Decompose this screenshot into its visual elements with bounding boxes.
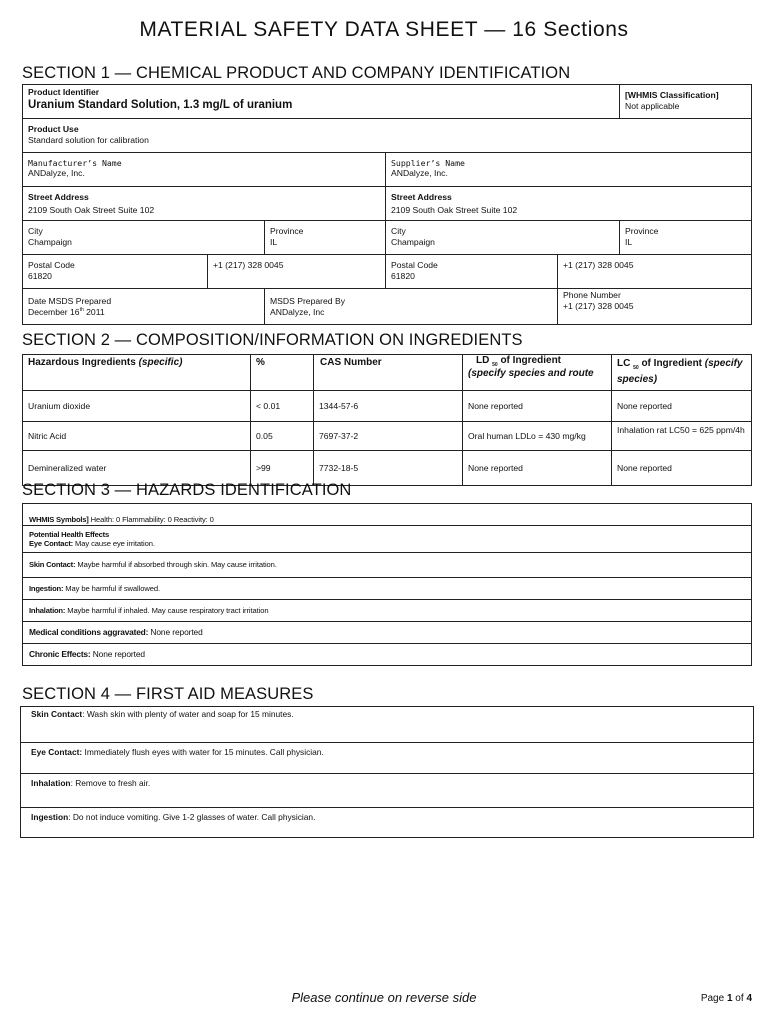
manufacturer-cell xyxy=(23,153,386,187)
ingredients-header-row xyxy=(23,355,752,391)
first-aid-table xyxy=(20,706,754,838)
ingredient-cas: 7732-18-5 xyxy=(314,451,463,486)
ingredient-ld50: Oral human LDLo = 430 mg/kg xyxy=(463,422,612,451)
city-label: City xyxy=(391,226,406,236)
ingredient-lc50: None reported xyxy=(612,391,752,422)
header-cas: CAS Number xyxy=(314,355,463,391)
section-2-title: SECTION 2 — COMPOSITION/INFORMATION ON INGREDIENTS xyxy=(22,331,523,349)
section-4-title: SECTION 4 — FIRST AID MEASURES xyxy=(22,685,314,703)
header-ld50: LD $_{50}$ of Ingredient (specify species and route xyxy=(463,355,612,391)
ingredient-cas: 1344-57-6 xyxy=(314,391,463,422)
supplier-street-cell xyxy=(386,187,752,221)
supplier-province-value: IL xyxy=(625,236,633,247)
supplier-label: Supplier’s Name xyxy=(391,158,465,168)
ingredient-percent: < 0.01 xyxy=(251,391,314,422)
section-1-title: SECTION 1 — CHEMICAL PRODUCT AND COMPANY IDENTIFICATION xyxy=(22,64,571,82)
prepared-by-cell xyxy=(265,289,558,325)
prepared-by-label: MSDS Prepared By xyxy=(270,295,345,306)
supplier-phone-cell xyxy=(558,255,752,289)
province-label: Province xyxy=(270,226,304,236)
date-prepared-value: December 16th 2011 xyxy=(28,306,105,317)
ingredient-name: Nitric Acid xyxy=(23,422,251,451)
ingredient-ld50: None reported xyxy=(463,391,612,422)
ingredient-name: Uranium dioxide xyxy=(23,391,251,422)
table-row xyxy=(23,391,752,422)
manufacturer-province-cell xyxy=(265,221,386,255)
supplier-city-cell xyxy=(386,221,620,255)
product-use-label: Product Use xyxy=(28,124,79,134)
manufacturer-city-cell xyxy=(23,221,265,255)
header-percent: % xyxy=(251,355,314,391)
ingestion-first-aid-row: Ingestion: Do not induce vomiting. Give 1-2 glasses of water. Call physician. xyxy=(21,808,754,838)
manufacturer-province-value: IL xyxy=(270,236,278,247)
manufacturer-street-cell xyxy=(23,187,386,221)
product-use-cell xyxy=(23,119,752,153)
manufacturer-postal-value: 61820 xyxy=(28,270,52,281)
ingredients-table xyxy=(22,354,752,486)
street-label: Street Address xyxy=(28,192,89,202)
section-1-table xyxy=(22,84,752,325)
phone-number-label: Phone Number xyxy=(563,290,621,300)
chronic-effects-row: Chronic Effects: None reported xyxy=(23,644,752,666)
eye-contact-first-aid-row: Eye Contact: Immediately flush eyes with water for 15 minutes. Call physician. xyxy=(21,743,754,774)
ingredient-percent: >99 xyxy=(251,451,314,486)
skin-contact-hazard-row: Skin Contact: Maybe harmful if absorbed through skin. May cause irritation. xyxy=(23,553,752,578)
whmis-symbols-row: WHMIS Symbols] Health: 0 Flammability: 0 Reactivity: 0 xyxy=(23,504,752,526)
continue-note: Please continue on reverse side xyxy=(291,990,477,1005)
phone-number-value: +1 (217) 328 0045 xyxy=(563,300,634,311)
ingredient-cas: 7697-37-2 xyxy=(314,422,463,451)
whmis-classification-label: [WHMIS Classification] xyxy=(625,90,719,100)
inhalation-hazard-row: Inhalation: Maybe harmful if inhaled. May cause respiratory tract irritation xyxy=(23,600,752,622)
inhalation-first-aid-row: Inhalation: Remove to fresh air. xyxy=(21,774,754,808)
section-3-title: SECTION 3 — HAZARDS IDENTIFICATION xyxy=(22,481,352,499)
supplier-street-value: 2109 South Oak Street Suite 102 xyxy=(391,204,518,215)
product-identifier-cell xyxy=(23,85,620,119)
supplier-province-cell xyxy=(620,221,752,255)
supplier-postal-cell xyxy=(386,255,558,289)
header-ingredients: Hazardous Ingredients (specific) xyxy=(23,355,251,391)
header-lc50: LC $_{50}$ of Ingredient (specify species) xyxy=(612,355,752,391)
page-number: Page 1 of 4 xyxy=(700,993,752,1004)
province-label: Province xyxy=(625,226,659,236)
city-label: City xyxy=(28,226,43,236)
supplier-value: ANDalyze, Inc. xyxy=(391,168,448,179)
table-row xyxy=(23,422,752,451)
hazards-table xyxy=(22,503,752,666)
manufacturer-city-value: Champaign xyxy=(28,236,72,247)
manufacturer-value: ANDalyze, Inc. xyxy=(28,168,85,179)
ingredient-lc50: Inhalation rat LC50 = 625 ppm/4h xyxy=(612,422,752,451)
product-use-value: Standard solution for calibration xyxy=(28,134,149,145)
supplier-cell xyxy=(386,153,752,187)
ingredient-name: Demineralized water xyxy=(23,451,251,486)
supplier-postal-value: 61820 xyxy=(391,270,415,281)
manufacturer-phone-value: +1 (217) 328 0045 xyxy=(213,260,284,270)
manufacturer-phone-cell xyxy=(208,255,386,289)
supplier-city-value: Champaign xyxy=(391,236,435,247)
date-prepared-label: Date MSDS Prepared xyxy=(28,295,112,306)
date-prepared-cell xyxy=(23,289,265,325)
eye-contact-hazard-row: Potential Health Effects Eye Contact: May cause eye irritation. xyxy=(23,526,752,553)
ingestion-hazard-row: Ingestion: May be harmful if swallowed. xyxy=(23,578,752,600)
manufacturer-street-value: 2109 South Oak Street Suite 102 xyxy=(28,204,155,215)
document-title: MATERIAL SAFETY DATA SHEET — 16 Sections xyxy=(139,18,629,41)
manufacturer-postal-cell xyxy=(23,255,208,289)
product-identifier-label: Product Identifier xyxy=(28,87,100,97)
medical-conditions-row: Medical conditions aggravated: None reported xyxy=(23,622,752,644)
manufacturer-label: Manufacturer’s Name xyxy=(28,158,122,168)
ingredient-ld50: None reported xyxy=(463,451,612,486)
whmis-classification-value: Not applicable xyxy=(625,100,680,111)
street-label: Street Address xyxy=(391,192,452,202)
product-identifier-value: Uranium Standard Solution, 1.3 mg/L of uranium xyxy=(28,98,293,111)
prepared-by-value: ANDalyze, Inc xyxy=(270,306,325,317)
phone-number-cell xyxy=(558,289,752,325)
supplier-phone-value: +1 (217) 328 0045 xyxy=(563,260,634,270)
postal-label: Postal Code xyxy=(28,260,75,270)
skin-contact-first-aid-row: Skin Contact: Wash skin with plenty of water and soap for 15 minutes. xyxy=(21,707,754,743)
postal-label: Postal Code xyxy=(391,260,438,270)
ingredient-lc50: None reported xyxy=(612,451,752,486)
whmis-classification-cell xyxy=(620,85,752,119)
ingredient-percent: 0.05 xyxy=(251,422,314,451)
